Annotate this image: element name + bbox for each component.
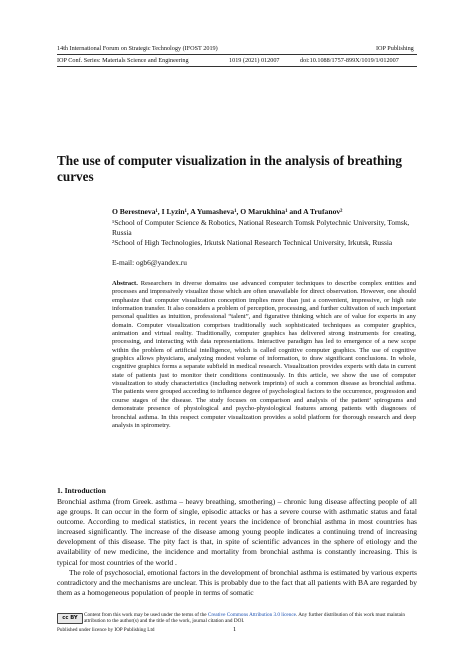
conference-name: 14th International Forum on Strategic Technology (IFOST 2019) — [57, 45, 218, 52]
license-text-end: . Any further distribution of this work must maintain attribution to the author(s) and the title of the work, journal citation and DOI. — [84, 612, 406, 625]
intro-paragraph-1: Bronchial asthma (from Greek. asthma – heavy breathing, smothering) – chronic lung disease affecting people of all age groups. It can occur in the form of single, episodic attacks or has a severe course with asthmatic status and fatal outcome. According to medical statistics, in recent years the incidence of bronchial asthma in most countries has increased significantly. The increase of the disease among young people indicates a continuing trend of increasing development of this disease. The pity fact is that, in spite of scientific advances in the sphere of etiology and the availability of new medicine, the incidence and mortality from bronchial asthma is constantly increasing. This is typical for most countries of the world . — [57, 497, 417, 567]
header-rule-lower — [57, 66, 417, 67]
license-text: Content from this work may be used under the terms of the — [84, 612, 208, 618]
introduction-body — [57, 497, 417, 598]
license-link[interactable]: Creative Commons Attribution 3.0 licence — [207, 612, 296, 618]
abstract-text: Researchers in diverse domains use advanced computer techniques to describe complex entities and processes and impressively visualize those which are often unavailable for direct observation. However, one should emphasize that computer visualization conception implies more than just a convenient, impressive, or high rate information transfer. It also considers a problem of perception, processing, and further cultivation of such important personal qualities as intuition, professional “talent”, and figurative thinking which are of value for experts in any domain. Computer visualization comprises traditionally such sophisticated techniques as computer graphics, animation and virtual reality. Traditionally, computer graphics has delivered strong instruments for creating, processing, and interacting with data representations. Interactive paradigm has led to emergence of a new scope within the problem of artificial intelligence, which is called cognitive computer graphics. The use of cognitive graphics allows physicians, analyzing modest volume of information, to draw significant conclusions. In whole, cognitive graphics forms a separate subfield in medical research. Visualization provides experts with data in current state of patients just to monitor their conditions continuously. In this article, we show the use of computer visualization to study characteristics (including network imprints) of such a common disease as bronchial asthma. The patients were grouped according to influence degree of psychological factors to the occurrence, progression and course stages of the disease. The study focuses on comparison and analysis of the patient’ spirograms and demonstrate presence of physiological and psycho-physiological features among patients with diagnoses of bronchial asthma. In this respect computer visualization provides a solid platform for thorough research and deep analysis in spirometry. — [112, 280, 416, 429]
page-number: 1 — [233, 626, 237, 633]
license-notice — [84, 612, 418, 625]
abstract-label: Abstract. — [112, 280, 138, 287]
affiliation-2: ²School of High Technologies, Irkutsk National Research Technical University, Irkutsk, Russia — [112, 238, 393, 247]
section-heading: 1. Introduction — [57, 486, 106, 495]
header-rule — [57, 54, 417, 55]
publisher-notice: Published under licence by IOP Publishing Ltd — [57, 627, 155, 633]
volume-info: 1019 (2021) 012007 — [229, 57, 280, 64]
doi: doi:10.1088/1757-899X/1019/1/012007 — [300, 57, 399, 64]
cc-license-badge: cc BY — [57, 613, 83, 624]
series-name: IOP Conf. Series: Materials Science and Engineering — [57, 57, 189, 64]
intro-paragraph-2: The role of psychosocial, emotional factors in the development of bronchial asthma is estimated by various experts contradictory and the mechanisms are unclear. This is probably due to the fact that all patients with BA are regarded by them as a homogeneous population of people in terms of somatic — [57, 567, 417, 597]
affiliation-1: ¹School of Computer Science & Robotics, National Research Tomsk Polytechnic University, Tomsk, Russia — [112, 218, 410, 238]
author-email: E-mail: ogb6@yandex.ru — [112, 258, 187, 267]
paper-title: The use of computer visualization in the analysis of breathing curves — [57, 153, 402, 184]
abstract — [112, 280, 416, 430]
author-list: O Berestneva¹, I Lyzin¹, A Yumasheva¹, O Marukhina¹ and A Trufanov² — [112, 207, 343, 216]
publisher-name: IOP Publishing — [376, 45, 414, 52]
